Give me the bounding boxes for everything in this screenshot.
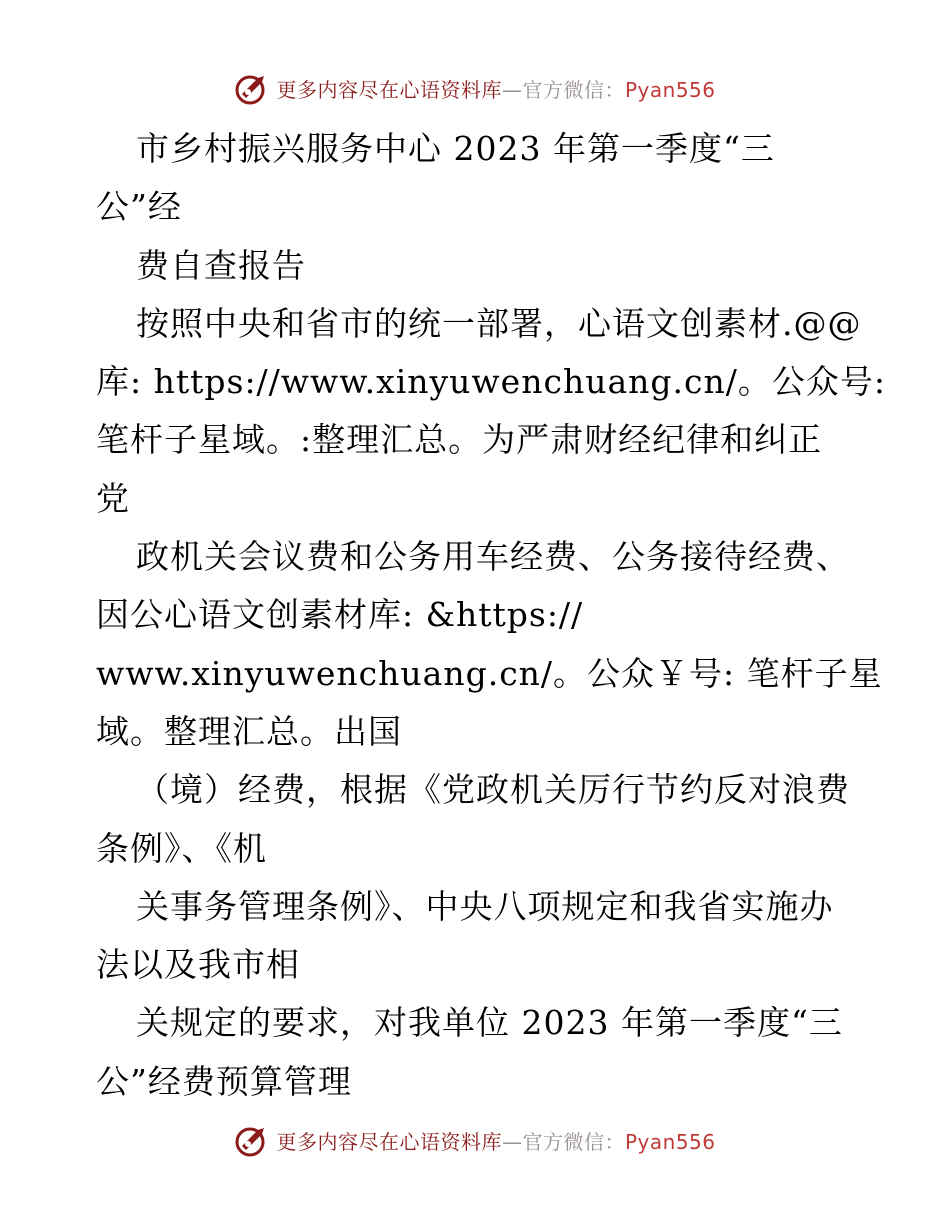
- title-line-3: 费自查报告: [136, 245, 306, 285]
- title-line-1: 市乡村振兴服务中心 2023 年第一季度“三: [136, 129, 775, 168]
- banner-main: 更多内容尽在心语资料库: [276, 1129, 502, 1154]
- paragraph-line: 法以及我市相: [96, 945, 300, 985]
- title-line-2: 公”经: [96, 187, 182, 227]
- paragraph-line: 因公心语文创素材库: &https://: [96, 595, 584, 635]
- footer-banner: [0, 1122, 950, 1158]
- brush-logo-icon: [234, 1122, 270, 1158]
- paragraph-line: 域。整理汇总。出国: [96, 711, 402, 751]
- banner-wechat-id: Pyan556: [624, 1129, 716, 1154]
- header-banner: [0, 70, 950, 106]
- paragraph-line: （境）经费，根据《党政机关厉行节约反对浪费: [136, 770, 850, 810]
- paragraph-line: 笔杆子星域。:整理汇总。为严肃财经纪律和纠正: [96, 420, 823, 460]
- paragraph-line: 条例》、《机: [96, 828, 267, 868]
- banner-official: 官方微信：: [522, 1129, 625, 1154]
- paragraph-line: 政机关会议费和公务用车经费、公务接待经费、: [136, 537, 850, 577]
- paragraph-line: www.xinyuwenchuang.cn/。公众￥号: 笔杆子星: [96, 653, 883, 693]
- document-body: [96, 120, 886, 1111]
- paragraph-line: 关事务管理条例》、中央八项规定和我省实施办: [136, 886, 834, 926]
- paragraph-line: 关规定的要求，对我单位 2023 年第一季度“三: [136, 1003, 843, 1043]
- banner-dash: —: [501, 1129, 523, 1154]
- brush-logo-icon: [234, 70, 270, 106]
- paragraph-line: 库: https://www.xinyuwenchuang.cn/。公众号:: [96, 362, 886, 402]
- paragraph-line: 按照中央和省市的统一部署，心语文创素材.@@: [136, 303, 862, 343]
- paragraph-line: 党: [96, 478, 130, 518]
- banner-dash: —: [501, 77, 523, 102]
- paragraph-line: 公”经费预算管理: [96, 1061, 352, 1101]
- banner-text: [276, 74, 715, 103]
- banner-official: 官方微信：: [522, 77, 625, 102]
- banner-text: [276, 1126, 715, 1155]
- banner-wechat-id: Pyan556: [624, 77, 716, 102]
- banner-main: 更多内容尽在心语资料库: [276, 77, 502, 102]
